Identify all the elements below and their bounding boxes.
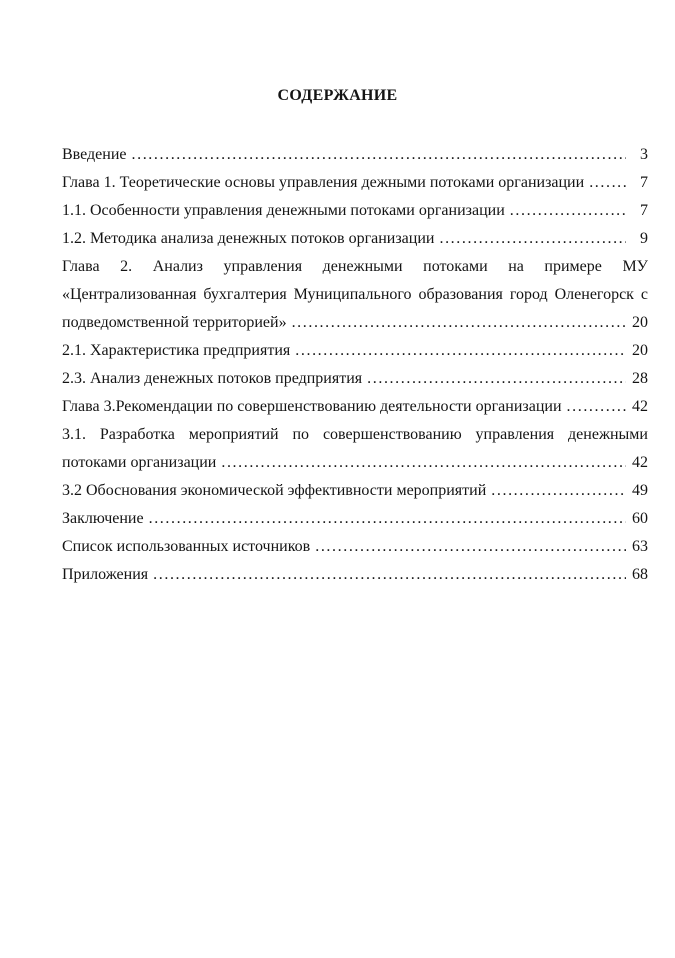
toc-page-number: 68 bbox=[632, 566, 648, 583]
dot-leader bbox=[153, 561, 626, 589]
toc-entry bbox=[62, 561, 648, 589]
dot-leader bbox=[315, 533, 626, 561]
dot-leader bbox=[367, 365, 626, 393]
toc-page-number: 7 bbox=[640, 202, 648, 219]
dot-leader bbox=[439, 225, 626, 253]
toc-entry bbox=[62, 141, 648, 169]
toc-entry bbox=[62, 225, 648, 253]
toc-page-number: 42 bbox=[632, 398, 648, 415]
toc-page-number: 49 bbox=[632, 482, 648, 499]
toc-entry-text: Заключение bbox=[62, 510, 144, 527]
toc-entry-text: «Централизованная бухгалтерия Муниципального образования город Оленегорск с bbox=[62, 286, 648, 303]
toc-entry bbox=[62, 533, 648, 561]
toc-page-number: 7 bbox=[640, 174, 648, 191]
toc-entry bbox=[62, 421, 648, 449]
toc-entry-text: 1.1. Особенности управления денежными потоками организации bbox=[62, 202, 505, 219]
toc-entry-text: Введение bbox=[62, 146, 127, 163]
dot-leader bbox=[589, 169, 626, 197]
toc-page-number: 3 bbox=[640, 146, 648, 163]
toc-page-number: 20 bbox=[632, 314, 648, 331]
toc-entry-text: 2.1. Характеристика предприятия bbox=[62, 342, 291, 359]
toc-entry bbox=[62, 197, 648, 225]
toc-entry-text: Глава 3.Рекомендации по совершенствованию деятельности организации bbox=[62, 398, 562, 415]
toc-entry bbox=[62, 309, 648, 337]
toc-page-number: 42 bbox=[632, 454, 648, 471]
toc-entry bbox=[62, 449, 648, 477]
toc-entry bbox=[62, 169, 648, 197]
toc-entry bbox=[62, 337, 648, 365]
toc-entry-text: Приложения bbox=[62, 566, 149, 583]
page-title: СОДЕРЖАНИЕ bbox=[277, 87, 398, 104]
dot-leader bbox=[567, 393, 626, 421]
toc-entry-text: Глава 2. Анализ управления денежными потоками на примере МУ bbox=[62, 258, 648, 275]
dot-leader bbox=[295, 337, 626, 365]
toc-entry bbox=[62, 393, 648, 421]
toc-page-number: 63 bbox=[632, 538, 648, 555]
toc-entry-text: 1.2. Методика анализа денежных потоков организации bbox=[62, 230, 435, 247]
dot-leader bbox=[149, 505, 626, 533]
toc-entry-text: 3.2 Обоснования экономической эффективности мероприятий bbox=[62, 482, 487, 499]
toc-entry-text: подведомственной территорией» bbox=[62, 314, 287, 331]
dot-leader bbox=[221, 449, 626, 477]
toc-page-number: 20 bbox=[632, 342, 648, 359]
toc-entry-text: 3.1. Разработка мероприятий по совершенствованию управления денежными bbox=[62, 426, 648, 443]
toc-entry bbox=[62, 365, 648, 393]
dot-leader bbox=[292, 309, 626, 337]
toc-entry-text: Глава 1. Теоретические основы управления дежными потоками организации bbox=[62, 174, 585, 191]
toc-entry-text: Список использованных источников bbox=[62, 538, 311, 555]
toc-list bbox=[62, 141, 648, 589]
toc-entry-text: потоками организации bbox=[62, 454, 217, 471]
toc-entry bbox=[62, 253, 648, 281]
toc-entry bbox=[62, 477, 648, 505]
toc-page-number: 60 bbox=[632, 510, 648, 527]
toc-entry bbox=[62, 281, 648, 309]
toc-entry-text: 2.3. Анализ денежных потоков предприятия bbox=[62, 370, 363, 387]
toc-entry bbox=[62, 505, 648, 533]
dot-leader bbox=[510, 197, 626, 225]
dot-leader bbox=[132, 141, 627, 169]
toc-page-number: 28 bbox=[632, 370, 648, 387]
toc-page-number: 9 bbox=[640, 230, 648, 247]
dot-leader bbox=[491, 477, 626, 505]
